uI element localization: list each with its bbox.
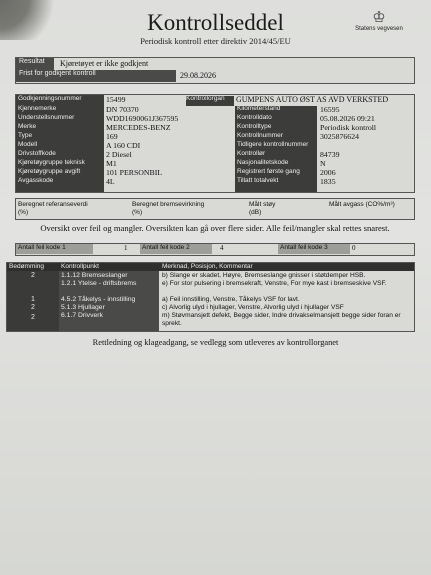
fault-count-label: Antall feil kode 1 xyxy=(16,244,93,254)
result-box xyxy=(15,57,415,84)
measurement-label: Beregnet bremsevirkning (%) xyxy=(132,201,205,216)
logo-text: Statens vegvesen xyxy=(355,26,403,32)
fault-count-label: Antall feil kode 2 xyxy=(140,244,212,254)
fault-note: b) Slange er skadet, Høyre, Bremseslange gnisser i støtdemper HSB. e) For stor pulsering i bremsekraft, Venstre, For mye kast i bremseskive VSF. xyxy=(162,272,387,287)
agency-logo xyxy=(349,10,409,32)
fault-count-value: 0 xyxy=(352,244,356,252)
measurement-label: Målt støy (dB) xyxy=(249,201,276,216)
overview-text: Oversikt over feil og mangler. Oversikten kan gå over flere sider. Alle feil/mangler skal rettes snarest. xyxy=(40,223,390,233)
control-point: 5.1.3 Hjullager xyxy=(61,304,105,311)
fault-note: c) Alvorlig ulyd i hjullager, Venstre, Alvorlig ulyd i hjullager VSF xyxy=(162,304,344,311)
deadline-value: 29.08.2026 xyxy=(180,71,216,80)
fault-note: m) Støvmansjett defekt, Begge sider, Indre drivakselmansjett begge sider foran er sprekt. xyxy=(162,312,401,327)
column-header: Merknad, Posisjon, Kommentar xyxy=(162,263,253,270)
score-value: 2 xyxy=(31,272,35,279)
measurement-label: Beregnet referanseverdi (%) xyxy=(18,201,88,216)
control-point: 6.1.7 Drivverk xyxy=(61,312,103,319)
fault-counts-box xyxy=(15,243,415,256)
fault-count-value: 1 xyxy=(124,244,128,252)
lion-crest-icon: ♔ xyxy=(372,10,386,26)
control-point: 1.1.12 Bremseslanger 1.2.1 Ytelse - driftsbrems xyxy=(61,272,137,287)
fault-note: a) Feil innstilling, Venstre, Tåkelys VSF for lavt. xyxy=(162,296,300,303)
deadline-label: Frist for godkjent kontroll xyxy=(16,70,176,82)
column-header: Kontrollpunkt xyxy=(61,263,99,270)
fault-table xyxy=(6,262,415,332)
score-value: 1 xyxy=(31,296,35,303)
result-label: Resultat xyxy=(16,58,54,70)
result-value: Kjøretøyet er ikke godkjent xyxy=(60,59,149,68)
column-header: Bedømming xyxy=(9,263,45,270)
fault-count-value: 4 xyxy=(220,244,224,252)
vehicle-info-box xyxy=(15,94,415,193)
fault-count-label: Antall feil kode 3 xyxy=(278,244,350,254)
score-value: 2 xyxy=(31,314,35,321)
score-value: 2 xyxy=(31,304,35,311)
document-subtitle: Periodisk kontroll etter direktiv 2014/45/EU xyxy=(140,36,291,46)
measurements-box xyxy=(15,198,415,220)
document-page: Kontrollseddel Periodisk kontroll etter direktiv 2014/45/EU ♔ Statens vegvesen Resultat Kjøretøyet er ikke godkjent Frist for godkjent kontroll 29.08.2026 Godkjenningsnummer 15499 Kjennemerke DN 70370 Understellsnummer WDD1690061J367595 Merke MERCEDES-BENZ Type 169 Modell A 160 CDI Drivstoffkode 2 Diesel Kjøretøygruppe teknisk M1 Kjøretøygruppe avgift 101 PERSONBIL Avgasskode 4L Kontrollorgan GUMPENS AUTO ØST AS AVD VERKSTED Kilometerstand 16595 Kontrolldato 05.08.2026 09:21 Kontrolltype Periodisk kontroll Kontrollnummer 3025876624 Tidligere kontrollnummer Kontrollør 84739 Nasjonalitetskode N Registrert første gang 2006 Tillatt totalvekt 1835 Beregnet referanseverdi (%) Beregnet bremsevirkning (%) Målt støy (dB) Målt avgass (CO%/m³) Oversikt over feil og mangler. Oversikten kan gå over flere sider. Alle feil/mangler skal rettes snarest. Antall feil kode 1 1 Antall feil kode 2 4 Antall feil kode 3 0 Bedømming Kontrollpunkt Merknad, Posisjon, Kommentar 2 1.1.12 Bremseslanger 1.2.1 Ytelse - driftsbrems b) Slange er skadet, Høyre, Bremseslange gnisser i støtdemper HSB. e) For stor pulsering i bremsekraft, Venstre, For mye kast i bremseskive VSF. 1 4.5.2 Tåkelys - innstilling a) Feil innstilling, Venstre, Tåkelys VSF for lavt. 2 5.1.3 Hjullager c) Alvorlig ulyd i hjullager, Venstre, Alvorlig ulyd i hjullager VSF 2 6.1.7 Drivverk m) Støvmansjett defekt, Begge sider, Indre drivakselmansjett begge sider foran er sprekt. Rettledning og klageadgang, se vedlegg som utleveres av kontrollorganet xyxy=(0,0,431,575)
control-point: 4.5.2 Tåkelys - innstilling xyxy=(61,296,136,303)
footer-text: Rettledning og klageadgang, se vedlegg som utleveres av kontrollorganet xyxy=(92,338,339,347)
document-title: Kontrollseddel xyxy=(147,10,284,35)
measurement-label: Målt avgass (CO%/m³) xyxy=(329,201,395,208)
